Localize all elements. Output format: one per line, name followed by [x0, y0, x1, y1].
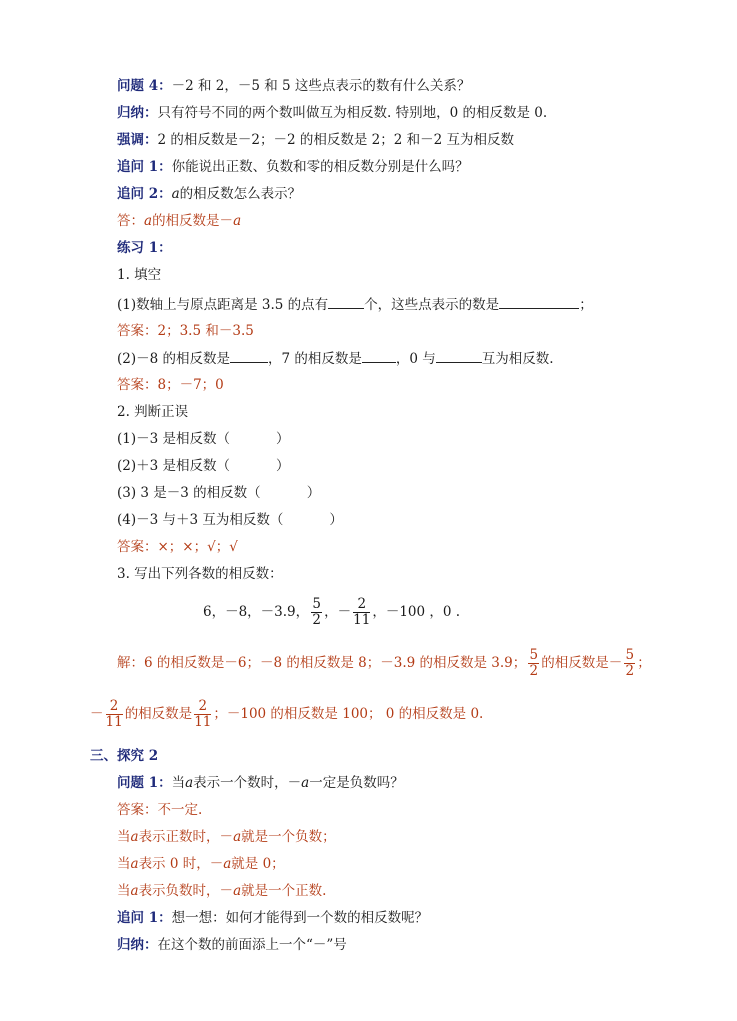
numerator: 2 — [198, 698, 208, 714]
followup-1-text: 你能说出正数、负数和零的相反数分别是什么吗？ — [171, 159, 469, 175]
solution-line-1 — [117, 646, 651, 680]
question-1-label: 问题 1： — [117, 775, 172, 791]
summary-text: 只有符号不同的两个数叫做互为相反数. 特别地，0 的相反数是 0. — [157, 105, 548, 121]
followup-1-line — [117, 157, 469, 177]
denominator: 2 — [625, 663, 635, 679]
fraction — [353, 597, 370, 628]
case-a: 当 — [117, 883, 131, 899]
tf1-text: (1)－3 是相反数（ — [117, 431, 231, 447]
q2-text-d: 互为相反数. — [481, 351, 554, 367]
answer-blank[interactable] — [230, 348, 268, 363]
exercise-1-label: 练习 1： — [117, 240, 172, 256]
answer-line — [117, 211, 241, 231]
q1-text-b: 个，这些点表示的数是 — [364, 297, 500, 313]
q-text-c: 一定是负数吗？ — [309, 775, 404, 791]
true-false-heading: 2. 判断正误 — [117, 404, 189, 420]
case-positive — [117, 827, 336, 847]
numerator: 5 — [312, 596, 321, 612]
conclusion-text: 在这个数的前面添上一个“－”号 — [157, 937, 347, 953]
exercise-1-heading — [117, 238, 172, 258]
conclusion-label: 归纳： — [117, 937, 158, 953]
answer-not-necessarily: 答案：不一定. — [117, 802, 203, 818]
variable-a: a — [171, 186, 180, 202]
case-negative — [117, 881, 326, 901]
answer-blank[interactable] — [436, 348, 482, 363]
fraction — [528, 648, 539, 679]
q2-text-a: (2)－8 的相反数是 — [117, 351, 231, 367]
solution-b: 的相反数是－ — [541, 655, 623, 671]
tf4-close: ） — [329, 512, 343, 528]
number-list — [203, 595, 460, 629]
followup-2-text: 的相反数怎么表示？ — [179, 186, 302, 202]
answer-blank[interactable] — [328, 294, 364, 309]
solution-c: ； — [637, 655, 651, 671]
true-false-item-3 — [117, 483, 320, 503]
summary-line — [117, 103, 547, 123]
followup-2-label: 追问 2： — [117, 186, 172, 202]
variable-a: a — [144, 213, 153, 229]
tf3-close: ） — [306, 485, 321, 501]
q-text-b: 表示一个数时，－ — [193, 775, 302, 791]
case-b: 表示 0 时，－ — [138, 856, 224, 872]
case-a: 当 — [117, 829, 131, 845]
followup-line — [117, 908, 428, 928]
numerator: 5 — [625, 647, 635, 663]
case-b: 表示负数时，－ — [138, 883, 234, 899]
case-c: 就是一个正数. — [241, 883, 327, 899]
numbers-c: ，－100 ，0 . — [372, 604, 461, 620]
tf2-close: ） — [276, 458, 290, 474]
opposites-heading: 3. 写出下列各数的相反数： — [117, 566, 283, 582]
fraction — [194, 699, 211, 730]
answer-blank[interactable] — [499, 294, 579, 309]
numerator: 2 — [357, 596, 367, 612]
question-4-text: －2 和 2，－5 和 5 这些点表示的数有什么关系？ — [171, 78, 471, 94]
variable-a: a — [130, 883, 139, 899]
numbers-a: 6，－8，－3.9， — [203, 604, 310, 620]
answer-blank[interactable] — [362, 348, 396, 363]
followup-label: 追问 1： — [117, 910, 172, 926]
followup-2-line — [117, 184, 301, 204]
q2-text-c: ，0 与 — [395, 351, 436, 367]
tf1-close: ） — [276, 431, 290, 447]
denominator: 2 — [529, 663, 539, 679]
true-false-item-1 — [117, 429, 290, 449]
true-false-item-4 — [117, 510, 343, 530]
solution-d: － — [90, 706, 104, 722]
q1-text-a: (1)数轴上与原点距离是 3.5 的点有 — [117, 297, 329, 313]
variable-a: a — [130, 829, 139, 845]
solution-a: 解：6 的相反数是－6；－8 的相反数是 8；－3.9 的相反数是 3.9； — [117, 655, 527, 671]
followup-1-label: 追问 1： — [117, 159, 172, 175]
answer-mid: 的相反数是－ — [152, 213, 234, 229]
variable-a: a — [130, 856, 139, 872]
solution-f: ；－100 的相反数是 100； 0 的相反数是 0. — [213, 706, 484, 722]
tf3-text: (3) 3 是－3 的相反数（ — [117, 485, 261, 501]
denominator: 11 — [194, 714, 212, 730]
fraction — [624, 648, 635, 679]
case-a: 当 — [117, 856, 131, 872]
numerator: 2 — [109, 698, 119, 714]
solution-e: 的相反数是 — [124, 706, 193, 722]
fill-blank-q1 — [117, 294, 593, 315]
true-false-item-2 — [117, 456, 290, 476]
variable-a: a — [233, 829, 242, 845]
fraction — [106, 699, 123, 730]
true-false-answer: 答案：×；×；√；√ — [117, 539, 238, 555]
answer-prefix: 答： — [117, 213, 144, 229]
q1-text-c: ； — [579, 297, 593, 313]
numbers-b: ，－ — [324, 604, 352, 620]
question-1-line — [117, 773, 404, 793]
fill-blank-q2 — [117, 348, 554, 369]
solution-line-2 — [90, 697, 483, 731]
emphasis-text: 2 的相反数是－2；－2 的相反数是 2；2 和－2 互为相反数 — [157, 132, 514, 148]
emphasis-line — [117, 130, 514, 150]
fraction — [311, 597, 322, 628]
variable-a: a — [233, 883, 242, 899]
followup-text: 想一想：如何才能得到一个数的相反数呢？ — [171, 910, 429, 926]
emphasis-label: 强调： — [117, 132, 158, 148]
denominator: 11 — [353, 612, 371, 628]
case-c: 就是 0； — [231, 856, 285, 872]
case-c: 就是一个负数； — [241, 829, 336, 845]
question-4-label: 问题 4： — [117, 78, 172, 94]
variable-a: a — [185, 775, 194, 791]
conclusion-line — [117, 935, 347, 955]
variable-a: a — [223, 856, 232, 872]
q-text-a: 当 — [171, 775, 186, 791]
variable-a: a — [301, 775, 310, 791]
fill-blank-q2-answer: 答案：8；－7；0 — [117, 377, 224, 393]
tf2-text: (2)＋3 是相反数（ — [117, 458, 231, 474]
summary-label: 归纳： — [117, 105, 158, 121]
case-zero — [117, 854, 285, 874]
fill-blank-q1-answer: 答案：2；3.5 和－3.5 — [117, 323, 254, 339]
variable-a: a — [233, 213, 242, 229]
tf4-text: (4)－3 与＋3 互为相反数（ — [117, 512, 284, 528]
fill-blank-heading: 1. 填空 — [117, 267, 162, 283]
section-heading: 三、探究 2 — [90, 748, 159, 764]
numerator: 5 — [529, 647, 539, 663]
case-b: 表示正数时，－ — [138, 829, 234, 845]
denominator: 11 — [105, 714, 123, 730]
question-4-line — [117, 76, 470, 96]
denominator: 2 — [312, 612, 321, 628]
q2-text-b: ，7 的相反数是 — [268, 351, 362, 367]
